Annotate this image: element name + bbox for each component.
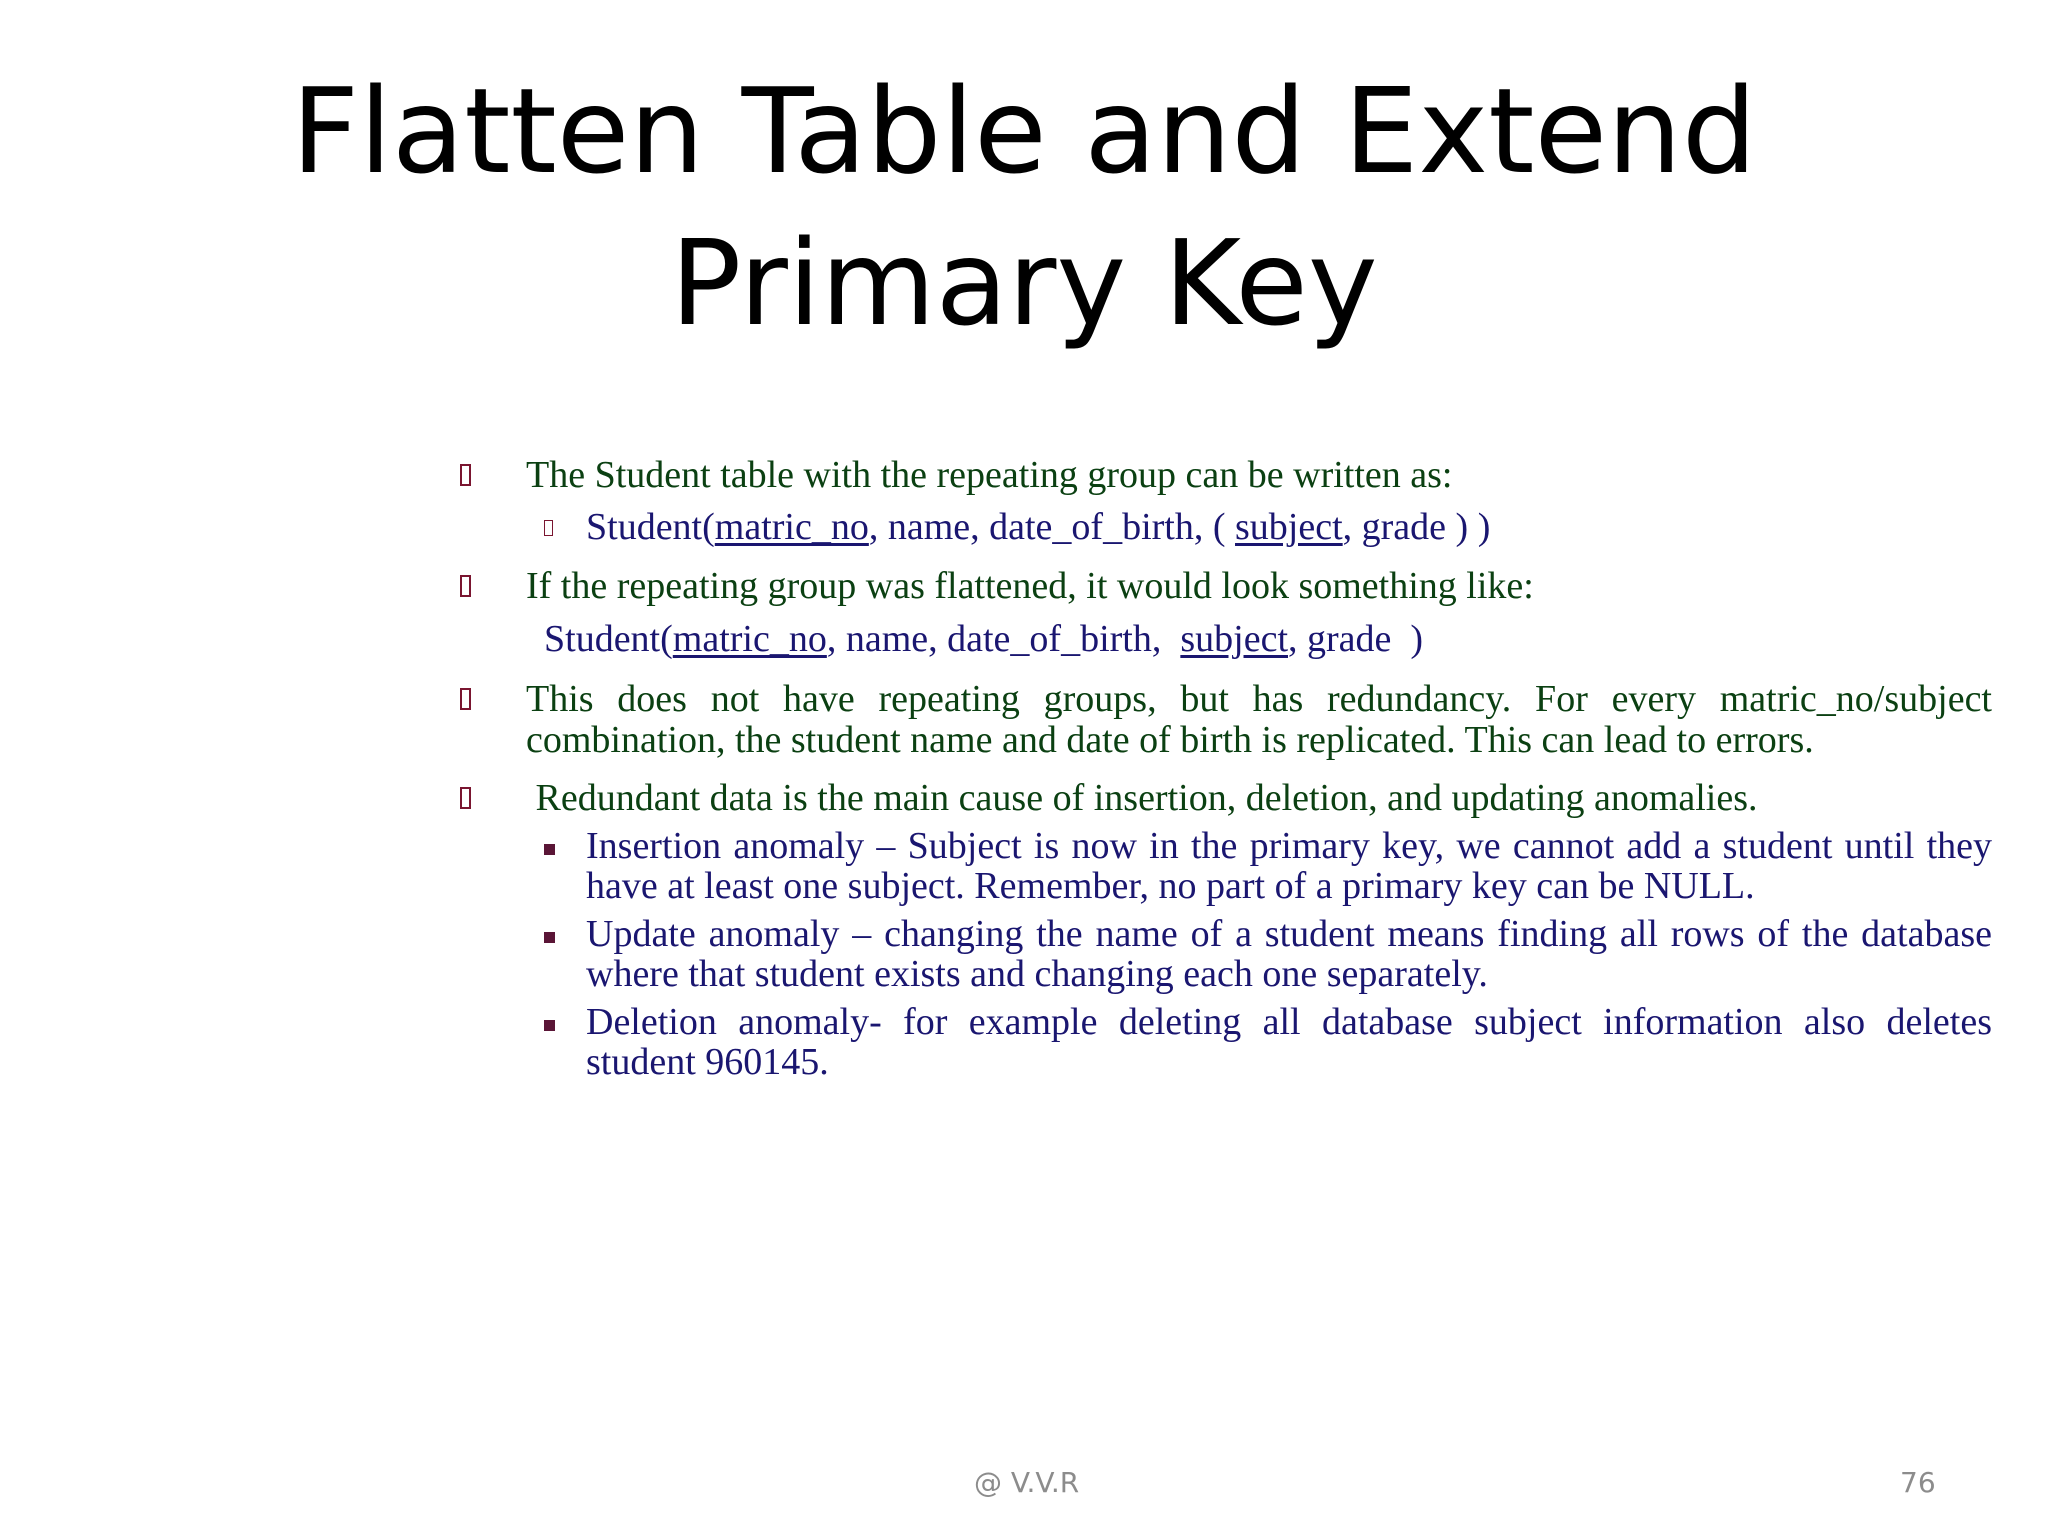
flat-key-subject: subject xyxy=(1180,618,1288,660)
schema-middle: , name, date_of_birth, ( xyxy=(868,506,1236,548)
flat-suffix: , grade ) xyxy=(1288,618,1424,660)
bullet-item xyxy=(450,566,1992,607)
bullet-text: The Student table with the repeating group can be written as: xyxy=(526,454,1453,496)
anomaly-item-deletion xyxy=(450,1002,1992,1082)
bullet-item xyxy=(450,679,1992,761)
schema-prefix: Student( xyxy=(586,506,715,548)
square-bullet-icon xyxy=(544,932,555,943)
flat-key-matric-no: matric_no xyxy=(672,618,827,660)
square-bullet-icon xyxy=(544,1020,555,1031)
schema-line-flattened xyxy=(450,619,1992,660)
bullet-text: Redundant data is the main cause of insertion, deletion, and updating anomalies. xyxy=(526,777,1758,819)
square-bullet-icon xyxy=(544,844,555,855)
anomaly-item-update xyxy=(450,914,1992,994)
anomaly-text: Deletion anomaly- for example deleting all database subject information also deletes student 960145. xyxy=(586,1001,1992,1083)
bullet-item xyxy=(450,455,1992,496)
bullet-text: If the repeating group was flattened, it would look something like: xyxy=(526,565,1534,607)
schema-suffix: , grade ) ) xyxy=(1342,506,1491,548)
anomaly-text: Insertion anomaly – Subject is now in the primary key, we cannot add a student until they have at least one subject. Remember, no part of a primary key can be NULL. xyxy=(586,825,1992,907)
slide-title: Flatten Table and Extend Primary Key xyxy=(291,62,1757,352)
schema-key-matric-no: matric_no xyxy=(714,506,869,548)
schema-line-nested xyxy=(450,507,1992,547)
schema-key-subject: subject xyxy=(1235,506,1343,548)
footer-author: @ V.V.R xyxy=(974,1466,1080,1499)
hollow-rectangle-bullet-icon xyxy=(460,575,471,597)
hollow-rectangle-bullet-icon xyxy=(460,787,471,809)
hollow-rectangle-bullet-icon xyxy=(460,464,471,486)
anomaly-item-insertion xyxy=(450,826,1992,906)
hollow-rectangle-sub-bullet-icon xyxy=(544,520,553,536)
hollow-rectangle-bullet-icon xyxy=(460,688,471,710)
slide-body xyxy=(450,455,1992,1082)
flat-middle: , name, date_of_birth, xyxy=(826,618,1181,660)
bullet-item xyxy=(450,778,1992,819)
page-number: 76 xyxy=(1900,1466,1936,1499)
bullet-text: This does not have repeating groups, but has redundancy. For every matric_no/subject combination, the student name and date of birth is replicated. This can lead to errors. xyxy=(526,678,1992,761)
flat-prefix: Student( xyxy=(544,618,673,660)
anomaly-text: Update anomaly – changing the name of a student means finding all rows of the database where that student exists and changing each one separately. xyxy=(586,913,1992,995)
